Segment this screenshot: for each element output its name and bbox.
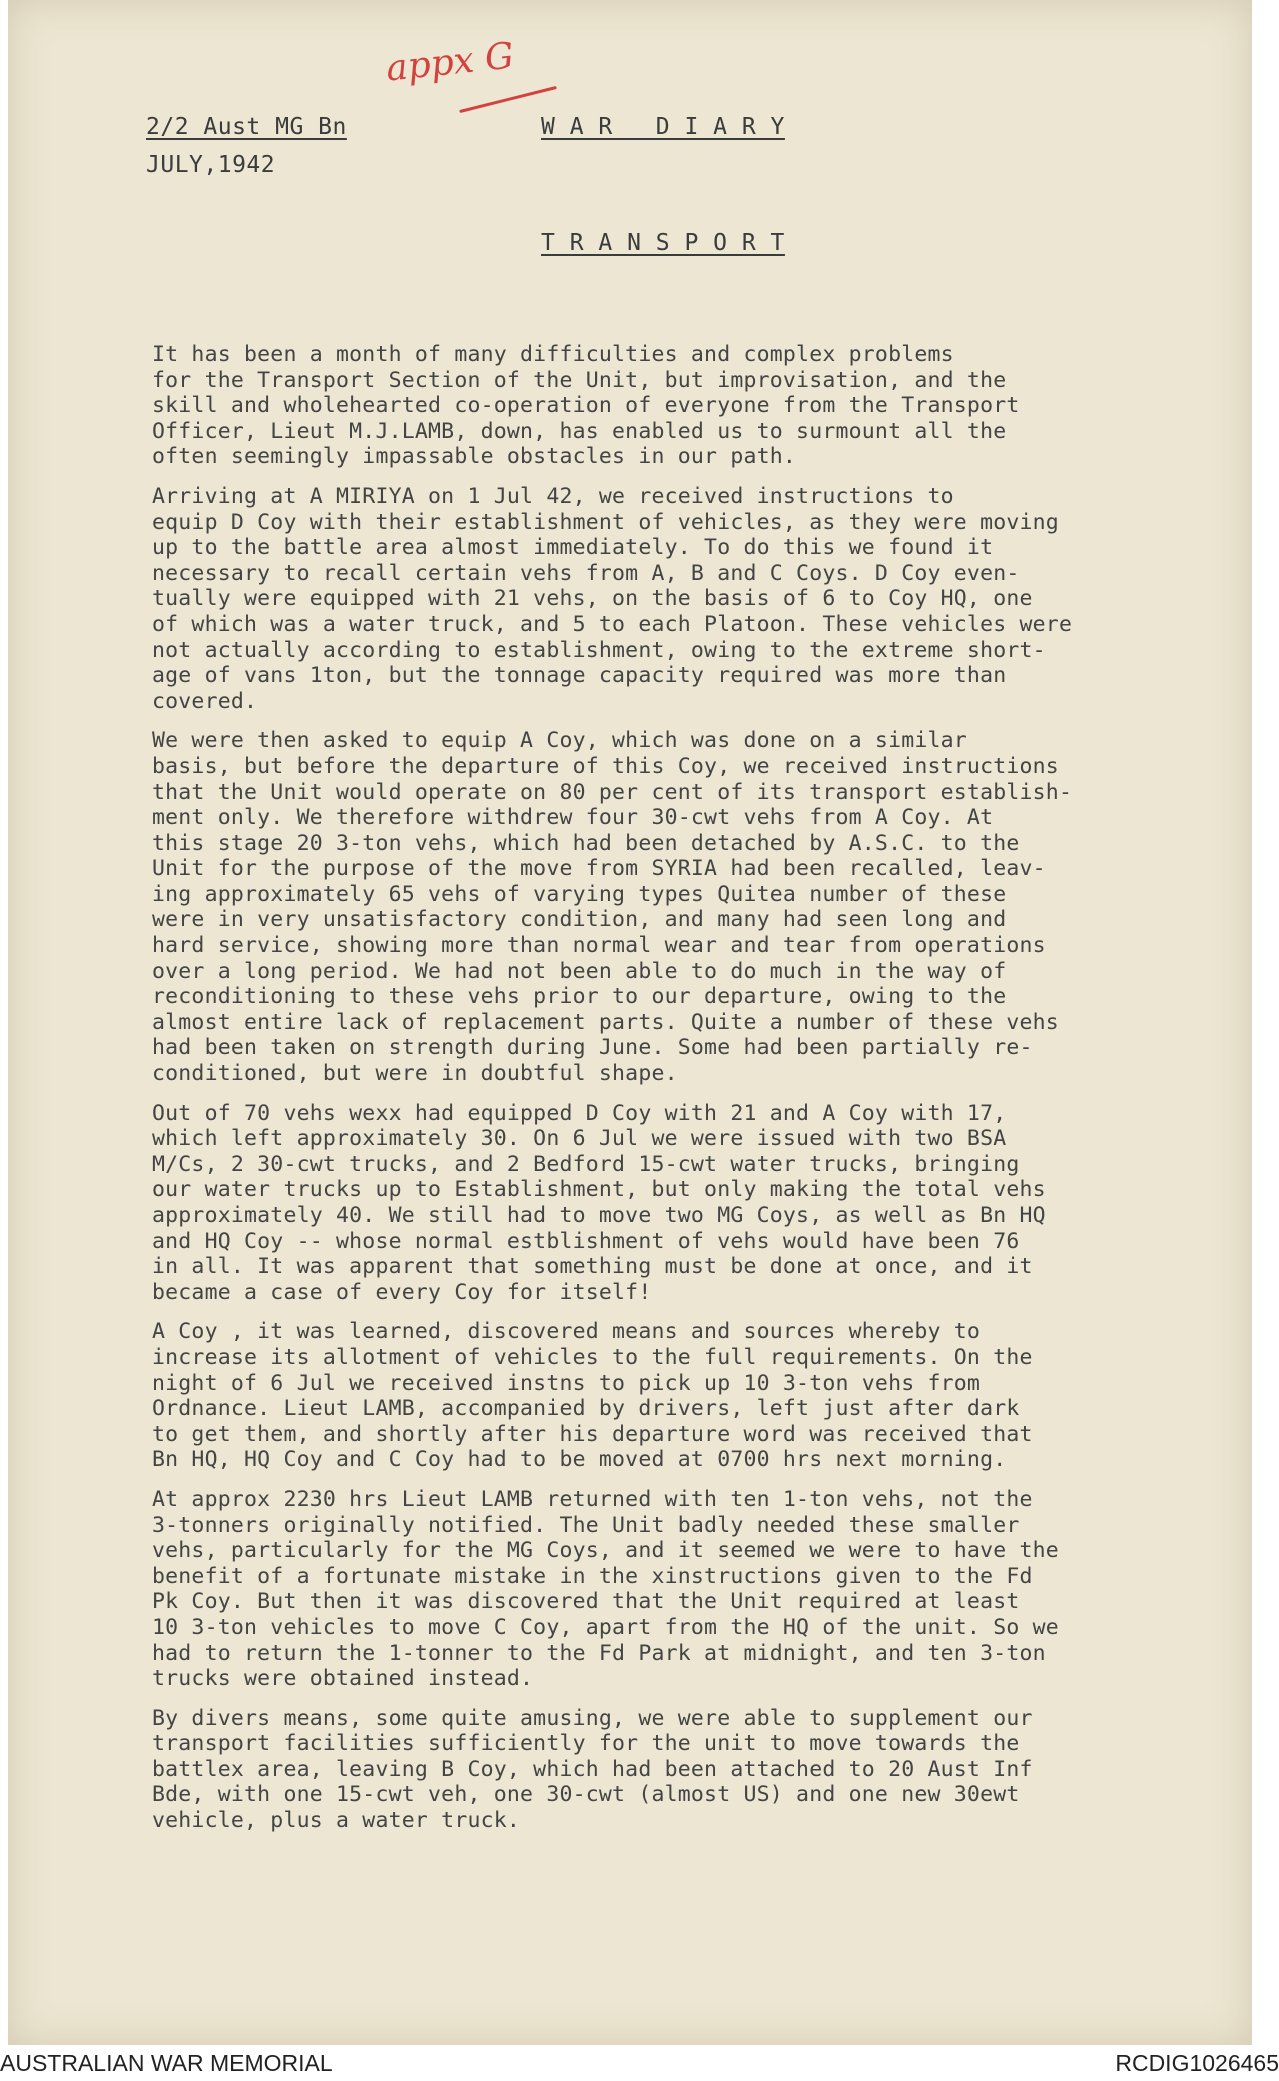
unit-name: 2/2 Aust MG Bn — [146, 114, 347, 140]
diary-title: W A R D I A R Y — [541, 114, 785, 140]
paragraph-1: It has been a month of many difficulties and complex problems for the Transport Section of the Unit, but improvisation, and the skill and wholehearted co-operation of everyone from the Transport Officer, Lieut M.J.LAMB, down, has enabled us to surmount all the often seemingly impassable obstacles in our path. — [152, 342, 1020, 470]
footer-source: AUSTRALIAN WAR MEMORIAL — [0, 2050, 333, 2076]
diary-date: JULY,1942 — [146, 152, 276, 178]
document-page — [8, 0, 1252, 2045]
paragraph-6: At approx 2230 hrs Lieut LAMB returned with ten 1-ton vehs, not the 3-tonners originally notified. The Unit badly needed these smaller vehs, particularly for the MG Coys, and it seemed we were to have the benefit of a fortunate mistake in the xinstructions given to the Fd Pk Coy. But then it was discovered that the Unit required at least 10 3-ton vehicles to move C Coy, apart from the HQ of the unit. So we had to return the 1-tonner to the Fd Park at midnight, and ten 3-ton trucks were obtained instead. — [152, 1486, 1059, 1692]
paragraph-4: Out of 70 vehs wexx had equipped D Coy with 21 and A Coy with 17, which left approximately 30. On 6 Jul we were issued with two BSA M/Cs, 2 30-cwt trucks, and 2 Bedford 15-cwt water trucks, bringing our water trucks up to Establishment, but only making the total vehs approximately 40. We still had to move two MG Coys, as well as Bn HQ and HQ Coy -- whose normal estblishment of vehs would have been 76 in all. It was apparent that something must be done at once, and it became a case of every Coy for itself! — [152, 1100, 1046, 1305]
paragraph-5: A Coy , it was learned, discovered means and sources whereby to increase its allotment of vehicles to the full requirements. On the night of 6 Jul we received instns to pick up 10 3-ton vehs from Ordnance. Lieut LAMB, accompanied by drivers, left just after dark to get them, and shortly after his departure word was received that Bn HQ, HQ Coy and C Coy had to be moved at 0700 hrs next morning. — [152, 1319, 1033, 1473]
paragraph-2: Arriving at A MIRIYA on 1 Jul 42, we received instructions to equip D Coy with their establishment of vehicles, as they were moving up to the battle area almost immediately. To do this we found it necessary to recall certain vehs from A, B and C Coys. D Coy even- tually were equipped with 21 vehs, on the basis of 6 to Coy HQ, one of which was a water truck, and 5 to each Platoon. These vehicles were not actually according to establishment, owing to the extreme short- age of vans 1ton, but the tonnage capacity required was more than covered. — [152, 483, 1073, 714]
paragraph-3: We were then asked to equip A Coy, which was done on a similar basis, but before the departure of this Coy, we received instructions that the Unit would operate on 80 per cent of its transport establish- ment only. We therefore withdrew four 30-cwt vehs from A Coy. At this stage 20 3-ton vehs, which had been detached by A.S.C. to the Unit for the purpose of the move from SYRIA had been recalled, leav- ing approximately 65 vehs of varying types Quitea number of these were in very unsatisfactory condition, and many had seen long and hard service, showing more than normal wear and tear from operations over a long period. We had not been able to do much in the way of reconditioning to these vehs prior to our departure, owing to the almost entire lack of replacement parts. Quite a number of these vehs had been taken on strength during June. Some had been partially re- conditioned, but were in doubtful shape. — [152, 728, 1073, 1087]
footer-record-id: RCDIG1026465 — [1115, 2050, 1279, 2076]
paragraph-7: By divers means, some quite amusing, we were able to supplement our transport facilities sufficiently for the unit to move towards the battlex area, leaving B Coy, which had been attached to 20 Aust Inf Bde, with one 15-cwt veh, one 30-cwt (almost US) and one new 30ewt vehicle, plus a water truck. — [152, 1705, 1033, 1834]
section-title: T R A N S P O R T — [541, 230, 785, 256]
diary-body — [152, 342, 1248, 1848]
annotation-underline — [459, 86, 557, 113]
handwritten-annotation: appx G — [384, 35, 516, 90]
